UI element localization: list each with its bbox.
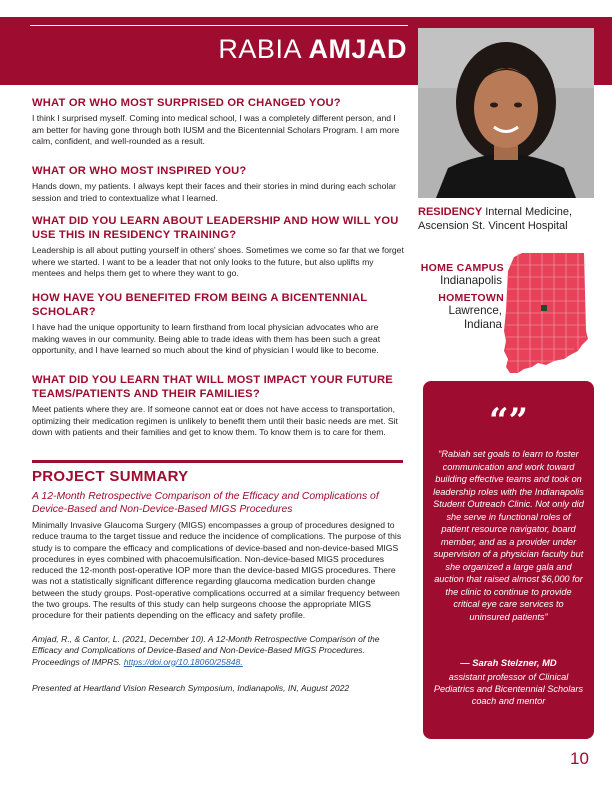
- question-heading: WHAT DID YOU LEARN THAT WILL MOST IMPACT YOUR FUTURE TEAMS/PATIENTS AND THEIR FAMILIES?: [32, 374, 393, 400]
- home-campus-value: Indianapolis: [440, 274, 502, 287]
- hometown-label: HOMETOWN: [438, 292, 504, 304]
- indianapolis-marker: [541, 305, 547, 311]
- residency-info: [418, 205, 594, 233]
- qa-block-4: [32, 291, 404, 357]
- question-heading: WHAT OR WHO MOST INSPIRED YOU?: [32, 165, 247, 177]
- quote-marks-icon: “”: [488, 401, 529, 441]
- project-abstract: Minimally Invasive Glaucoma Surgery (MIGS) encompasses a group of procedures designed to reduce trauma to the target tissue and reduce the incidence of complications. The purpose of this study is to compare the efficacy and complications of device-based and non-device-based MIGS procedures in eyes combined with phacoemulsification. Non-device-based MIGS procedures reduced the 12-month post-operative IOP more than the device-based MIGS procedures. There was not a statistically significant difference regarding glaucoma medication burden change between the study groups. Post-operative complications occurred at a similar frequency between the two groups. The results of this study can help surgeons choose the appropriate MIGS procedure for their patients depending on the efficacy and safety profile.: [32, 520, 402, 621]
- header-rule: [30, 25, 408, 26]
- portrait-image: [418, 28, 594, 198]
- project-citation: [32, 634, 404, 668]
- question-heading: WHAT OR WHO MOST SURPRISED OR CHANGED YOU?: [32, 97, 341, 109]
- first-name: RABIA: [218, 34, 301, 64]
- answer-text: Hands down, my patients. I always kept their faces and their stories in mind during each scholar session and tried to contextualize what I learned.: [32, 181, 396, 203]
- question-heading: WHAT DID YOU LEARN ABOUT LEADERSHIP AND HOW WILL YOU USE THIS IN RESIDENCY TRAINING?: [32, 215, 399, 241]
- scholar-name: [218, 34, 407, 65]
- testimonial-author: — Sarah Stelzner, MD: [460, 657, 557, 668]
- testimonial-quote: “Rabiah set goals to learn to foster communication and work toward building effective teams and took on leadership roles with the Indianapolis Student Outreach Clinic. Not only did she serve in functional roles of patient resource navigator, board member, and as a provider under supervision of a physician faculty but she organized a large gala and auction that raised almost $6,000 for the clinic to continue to provide critical eye care services to uninsured patients”: [433, 449, 584, 622]
- project-summary-heading: PROJECT SUMMARY: [32, 468, 189, 485]
- answer-text: I have had the unique opportunity to learn firsthand from local physician advocates who are making waves in our community. Being able to trade ideas with them has been such a great opportunity, and I have learned so much about the kind of physician I would like to become.: [32, 322, 381, 356]
- testimonial-box: [423, 381, 594, 739]
- residency-label: RESIDENCY: [418, 206, 483, 218]
- last-name: AMJAD: [308, 34, 407, 64]
- home-campus-label: HOME CAMPUS: [420, 262, 504, 274]
- residency-value: Internal Medicine, Ascension St. Vincent Hospital: [418, 206, 573, 232]
- project-title: A 12-Month Retrospective Comparison of the Efficacy and Complications of Device-Based and Non-Device-Based MIGS Procedures: [32, 491, 379, 515]
- answer-text: I think I surprised myself. Coming into medical school, I was a completely different person, and I am better for having gone through both IUSM and the Bicentennial Scholars Program. I am more calm, confident, and well-rounded as a result.: [32, 113, 400, 147]
- qa-block-5: [32, 373, 404, 439]
- indiana-map-icon: [494, 251, 592, 375]
- qa-block-1: [32, 96, 404, 148]
- answer-text: Meet patients where they are. If someone cannot eat or does not have access to transportation, optimizing their medication regimen is unlikely to benefit them until their basic needs are met. Sit down with patients and their families and get to know them. To know them is to care for them.: [32, 404, 398, 438]
- page-number: 10: [570, 749, 589, 768]
- hometown-value-line1: Lawrence,: [448, 304, 502, 317]
- qa-block-2: [32, 164, 404, 204]
- question-heading: HOW HAVE YOU BENEFITED FROM BEING A BICENTENNIAL SCHOLAR?: [32, 292, 368, 318]
- citation-text: Amjad, R., & Cantor, L. (2021, December 10). A 12-Month Retrospective Comparison of the Efficacy and Complications of Device-Based and Non-Device-Based MIGS Procedures. Proceedings of IMPRS.: [32, 634, 380, 667]
- answer-text: Leadership is all about putting yourself in others' shoes. Sometimes we come so far that we forget where we started. I want to be a leader that not only looks to the future, but also uplifts my mentees and helps them get to where they want to go.: [32, 245, 404, 279]
- presented-at: Presented at Heartland Vision Research Symposium, Indianapolis, IN, August 2022: [32, 683, 350, 693]
- doi-link[interactable]: https://doi.org/10.18060/25848.: [123, 656, 243, 667]
- hometown-value-line2: Indiana: [463, 318, 502, 331]
- section-divider: [32, 460, 403, 463]
- testimonial-author-role: assistant professor of Clinical Pediatrics and Bicentennial Scholars coach and mentor: [433, 672, 584, 706]
- portrait-photo: [418, 28, 594, 198]
- qa-block-3: [32, 214, 404, 280]
